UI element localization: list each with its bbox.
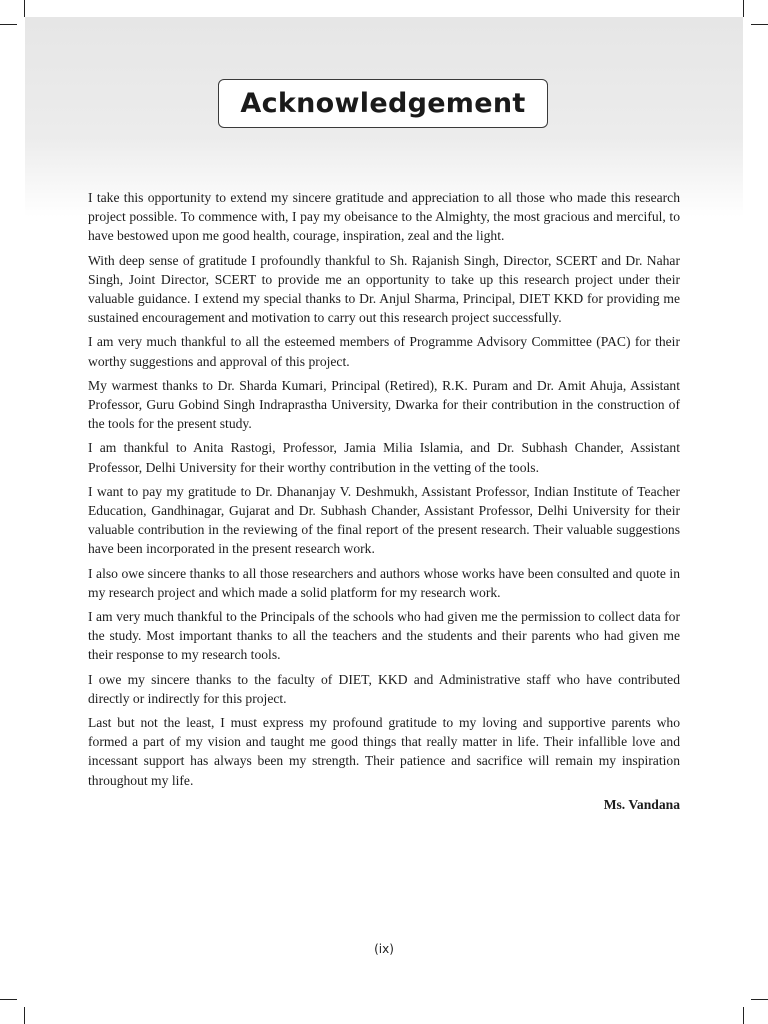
paragraph: Last but not the least, I must express my profound gratitude to my loving and supportive parents who formed a part of my vision and taught me good things that really matter in life. Their infallible love and incessant support has always been my strength. Their patience and sacrifice will remain my inspiration throughout my life.: [88, 715, 680, 788]
paragraph: I want to pay my gratitude to Dr. Dhananjay V. Deshmukh, Assistant Professor, Indian Institute of Teacher Education, Gandhinagar, Gujarat and Dr. Subhash Chander, Assistant Professor, Delhi University for their valuable contribution in the reviewing of the final report of the present research. Their valuable suggestions have been incorporated in the present research work.: [88, 483, 680, 557]
page-number: (ix): [374, 942, 394, 956]
page-title: Acknowledgement: [240, 88, 526, 119]
paragraph: I am very much thankful to the Principals of the schools who had given me the permission to collect data for the study. Most important thanks to all the teachers and the students and their parents who had given me their response to my research tools.: [88, 609, 680, 663]
paragraph: I take this opportunity to extend my sincere gratitude and appreciation to all those who made this research project possible. To commence with, I pay my obeisance to the Almighty, the most gracious and merciful, to have bestowed upon me good health, courage, inspiration, zeal and the light.: [88, 190, 680, 244]
acknowledgement-body: [88, 188, 680, 819]
paragraph: My warmest thanks to Dr. Sharda Kumari, Principal (Retired), R.K. Puram and Dr. Amit Ahuja, Assistant Professor, Guru Gobind Singh Indraprastha University, Dwarka for their contribution in the construction of the tools for the present study.: [88, 377, 680, 432]
paragraph: I am very much thankful to all the esteemed members of Programme Advisory Committee (PAC) for their worthy suggestions and approval of this project.: [88, 334, 680, 369]
crop-mark: [743, 0, 744, 17]
title-box: [218, 79, 548, 128]
paragraph: I owe my sincere thanks to the faculty of DIET, KKD and Administrative staff who have contributed directly or indirectly for this project.: [88, 671, 680, 706]
paragraph: With deep sense of gratitude I profoundly thankful to Sh. Rajanish Singh, Director, SCERT and Dr. Nahar Singh, Joint Director, SCERT to provide me an opportunity to take up this research project under their valuable guidance. I extend my special thanks to Dr. Anjul Sharma, Principal, DIET KKD for providing me sustained encouragement and motivation to carry out this research project successfully.: [88, 252, 680, 326]
crop-mark: [751, 24, 768, 25]
crop-mark: [24, 0, 25, 17]
signature: Ms. Vandana: [603, 796, 680, 812]
crop-mark: [743, 1007, 744, 1024]
crop-mark: [0, 999, 17, 1000]
paragraph: I am thankful to Anita Rastogi, Professor, Jamia Milia Islamia, and Dr. Subhash Chander, Assistant Professor, Delhi University for their worthy contribution in the vetting of the tools.: [88, 440, 680, 475]
crop-mark: [24, 1007, 25, 1024]
crop-mark: [0, 24, 17, 25]
paragraph: I also owe sincere thanks to all those researchers and authors whose works have been consulted and quote in my research project and which made a solid platform for my research work.: [88, 565, 680, 600]
crop-mark: [751, 999, 768, 1000]
